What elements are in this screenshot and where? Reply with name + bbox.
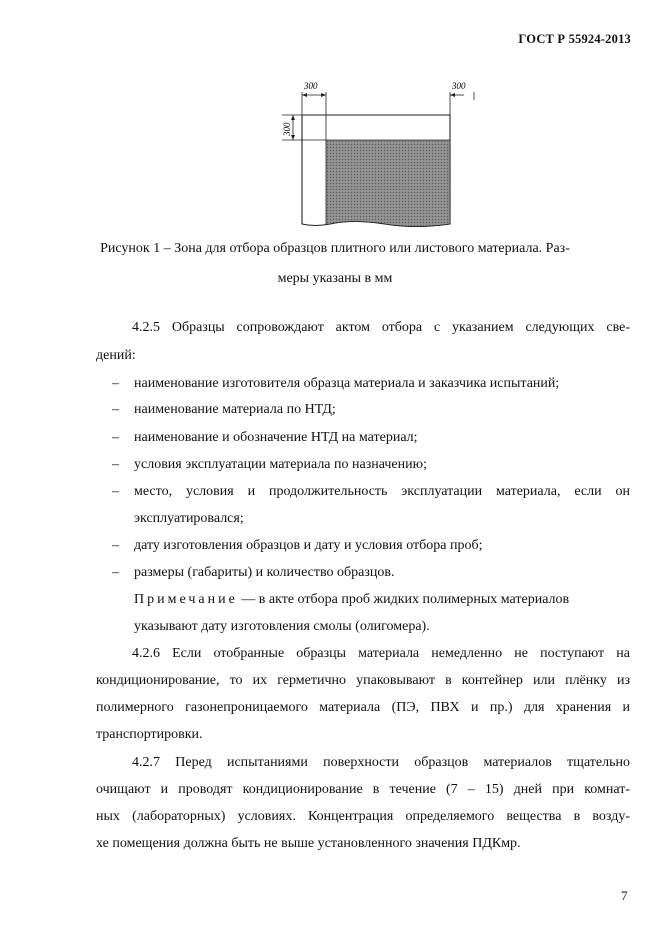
- list-item: место, условия и продолжительность эксплуатации материала, если он: [134, 484, 630, 499]
- note-line2: указывают дату изготовления смолы (олигомера).: [134, 619, 430, 634]
- paragraph-427-line1: 4.2.7 Перед испытаниями поверхности образцов материалов тщательно: [132, 755, 630, 770]
- document-header: ГОСТ Р 55924-2013: [518, 32, 631, 46]
- paragraph-426-line1: 4.2.6 Если отобранные образцы материала немедленно не поступают на: [132, 646, 630, 661]
- note-line1: [134, 592, 569, 608]
- list-item: наименование материала по НТД;: [134, 402, 336, 417]
- list-item: размеры (габариты) и количество образцов.: [134, 565, 395, 580]
- paragraph-426-line2: кондиционирование, то их герметично упаковывают в контейнер или плёнку из: [96, 673, 630, 688]
- list-dash: –: [112, 457, 119, 472]
- paragraph-427-line4: хе помещения должна быть не выше установленного значения ПДКмр.: [96, 836, 521, 851]
- dim-vertical-label: 300: [282, 122, 292, 136]
- dim-right-label: 300: [452, 81, 466, 91]
- list-dash: –: [112, 402, 119, 417]
- paragraph-425-line2: дений:: [96, 348, 136, 363]
- figure-caption-line2: меры указаны в мм: [277, 271, 393, 286]
- list-item: дату изготовления образцов и дату и условия отбора проб;: [134, 538, 483, 553]
- paragraph-425-line1: 4.2.5 Образцы сопровождают актом отбора с указанием следующих све-: [132, 320, 630, 335]
- list-dash: –: [112, 538, 119, 553]
- paragraph-426-line4: транспортировки.: [96, 727, 203, 742]
- note-label: Примечание: [134, 592, 238, 607]
- sampling-zone: [326, 140, 450, 227]
- list-item-continuation: эксплуатировался;: [134, 511, 244, 526]
- page-number: 7: [621, 888, 628, 903]
- paragraph-427-line3: ных (лабораторных) условиях. Концентрация определяемого вещества в возду-: [96, 809, 630, 824]
- list-dash: –: [112, 565, 119, 580]
- list-item: наименование изготовителя образца материала и заказчика испытаний;: [134, 376, 560, 391]
- dim-left-label: 300: [304, 81, 318, 91]
- list-dash: –: [112, 430, 119, 445]
- list-item: условия эксплуатации материала по назначению;: [134, 457, 427, 472]
- list-dash: –: [112, 484, 119, 499]
- list-dash: –: [112, 376, 119, 391]
- paragraph-427-line2: очищают и проводят кондиционирование в течение (7 – 15) дней при комнат-: [96, 782, 630, 797]
- sampling-zone-figure: [274, 74, 464, 234]
- list-item: наименование и обозначение НТД на материал;: [134, 430, 418, 445]
- note-text: — в акте отбора проб жидких полимерных материалов: [237, 592, 570, 607]
- paragraph-426-line3: полимерного газонепроницаемого материала (ПЭ, ПВХ и пр.) для хранения и: [96, 700, 630, 715]
- figure-caption-line1: Рисунок 1 – Зона для отбора образцов плитного или листового материала. Раз-: [100, 241, 570, 256]
